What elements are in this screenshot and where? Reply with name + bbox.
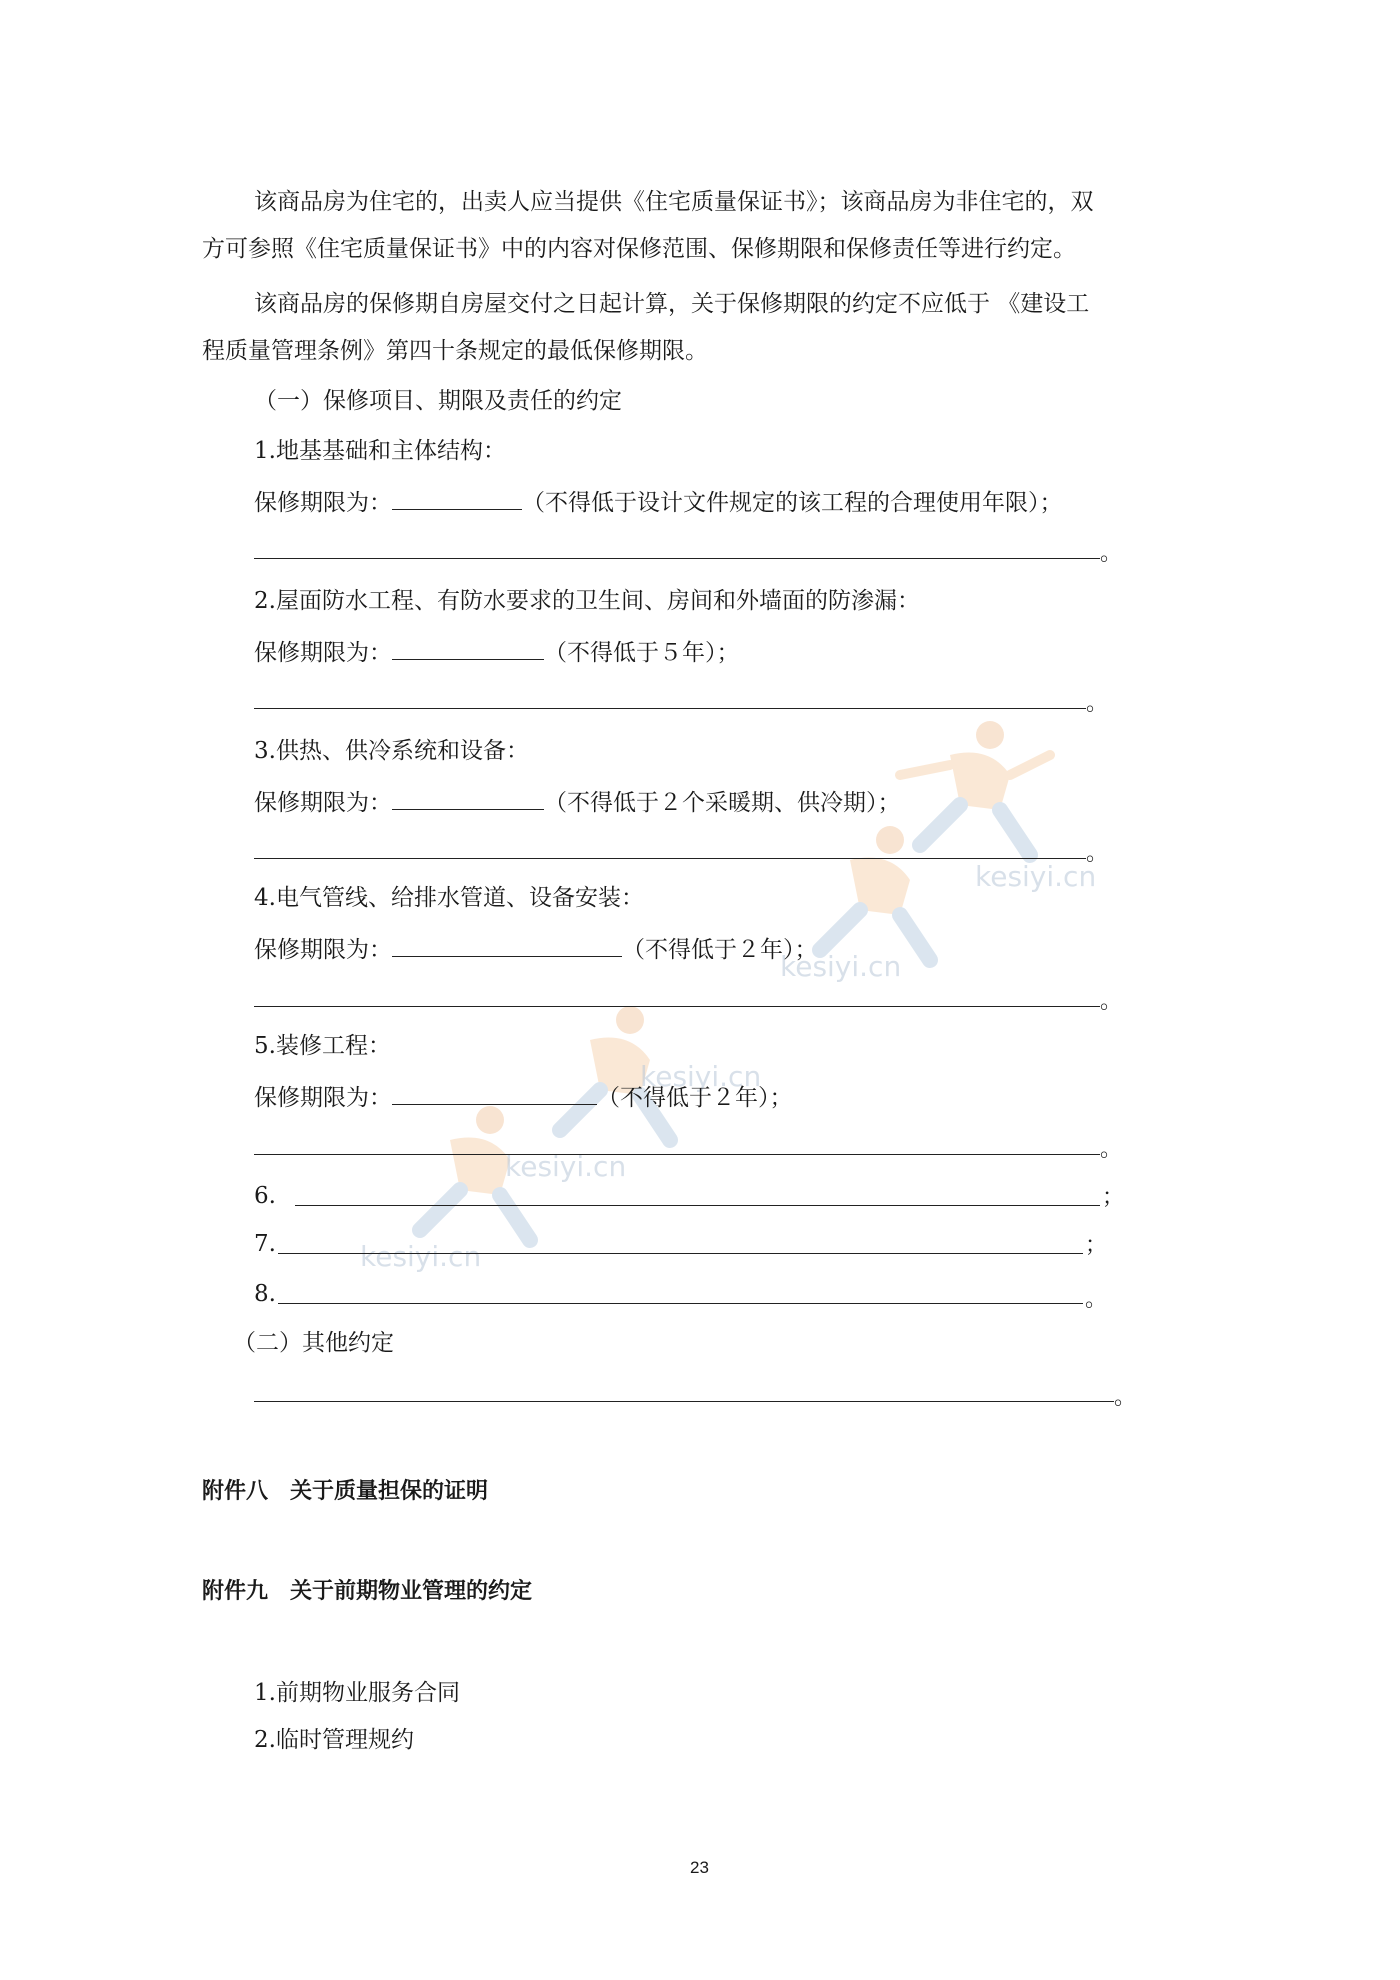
watermark-text: kesiyi.cn	[780, 950, 902, 983]
responsibility-input[interactable]	[254, 1153, 1100, 1155]
period-note: （不得低于设计文件规定的该工程的合理使用年限）；	[522, 490, 1063, 516]
warranty-item-title: 4.电气管线、给排水管道、设备安装：	[254, 885, 644, 911]
line-end-mark: ；	[1102, 1185, 1125, 1210]
annex-nine-heading: 附件九 关于前期物业管理的约定	[202, 1579, 533, 1604]
extra-item-input[interactable]	[295, 1204, 1100, 1206]
watermark-text: kesiyi.cn	[360, 1240, 482, 1273]
annex-eight-heading: 附件八 关于质量担保的证明	[202, 1479, 489, 1504]
period-note: （不得低于２年）；	[622, 937, 818, 963]
warranty-period-row	[254, 932, 818, 966]
line-end-mark: ；	[1085, 1233, 1108, 1258]
warranty-item-title: 2.屋面防水工程、有防水要求的卫生间、房间和外墙面的防渗漏：	[254, 588, 920, 614]
period-input[interactable]	[392, 1080, 597, 1105]
responsibility-input[interactable]	[254, 707, 1086, 709]
watermark-text: kesiyi.cn	[975, 860, 1097, 893]
extra-item-number: 6.	[254, 1183, 276, 1209]
paragraph-line: 该商品房的保修期自房屋交付之日起计算，关于保修期限的约定不应低于 《建设工	[254, 291, 1090, 317]
annex-item: 1.前期物业服务合同	[254, 1680, 460, 1706]
extra-item-number: 8.	[254, 1281, 276, 1307]
period-note: （不得低于２个采暖期、供冷期）；	[544, 790, 901, 816]
period-label: 保修期限为：	[254, 640, 392, 666]
period-input[interactable]	[392, 485, 522, 510]
line-end-mark: 。	[1100, 1137, 1123, 1162]
period-label: 保修期限为：	[254, 1085, 392, 1111]
extra-item-input[interactable]	[278, 1252, 1083, 1254]
responsibility-input[interactable]	[254, 857, 1086, 859]
line-end-mark: 。	[1100, 989, 1123, 1014]
line-end-mark: 。	[1086, 841, 1109, 866]
warranty-item-title: 3.供热、供冷系统和设备：	[254, 738, 529, 764]
other-agreement-input[interactable]	[254, 1400, 1114, 1402]
line-end-mark: 。	[1114, 1385, 1137, 1410]
period-label: 保修期限为：	[254, 790, 392, 816]
responsibility-input[interactable]	[254, 557, 1100, 559]
period-note: （不得低于５年）；	[544, 640, 740, 666]
watermark-text: kesiyi.cn	[640, 1060, 762, 1093]
annex-item: 2.临时管理规约	[254, 1727, 414, 1753]
period-label: 保修期限为：	[254, 490, 392, 516]
line-end-mark: 。	[1100, 541, 1123, 566]
warranty-item-title: 1.地基基础和主体结构：	[254, 438, 506, 464]
page-number: 23	[690, 1858, 709, 1877]
line-end-mark: 。	[1086, 691, 1109, 716]
watermark-text: kesiyi.cn	[505, 1150, 627, 1183]
warranty-period-row	[254, 635, 740, 669]
section-title: （二）其他约定	[233, 1330, 394, 1356]
paragraph-line: 程质量管理条例》第四十条规定的最低保修期限。	[202, 338, 708, 364]
extra-item-number: 7.	[254, 1231, 276, 1257]
warranty-period-row	[254, 485, 1063, 519]
warranty-period-row	[254, 1080, 793, 1114]
period-label: 保修期限为：	[254, 937, 392, 963]
line-end-mark: 。	[1085, 1287, 1108, 1312]
period-note: （不得低于２年）；	[597, 1085, 793, 1111]
paragraph-line: 方可参照《住宅质量保证书》中的内容对保修范围、保修期限和保修责任等进行约定。	[202, 236, 1076, 262]
extra-item-input[interactable]	[278, 1302, 1083, 1304]
period-input[interactable]	[392, 635, 544, 660]
section-title: （一）保修项目、期限及责任的约定	[254, 388, 622, 414]
paragraph-line: 该商品房为住宅的，出卖人应当提供《住宅质量保证书》；该商品房为非住宅的，双	[254, 189, 1094, 215]
responsibility-input[interactable]	[254, 1005, 1100, 1007]
period-input[interactable]	[392, 932, 622, 957]
warranty-item-title: 5.装修工程：	[254, 1033, 391, 1059]
period-input[interactable]	[392, 785, 544, 810]
warranty-period-row	[254, 785, 901, 819]
